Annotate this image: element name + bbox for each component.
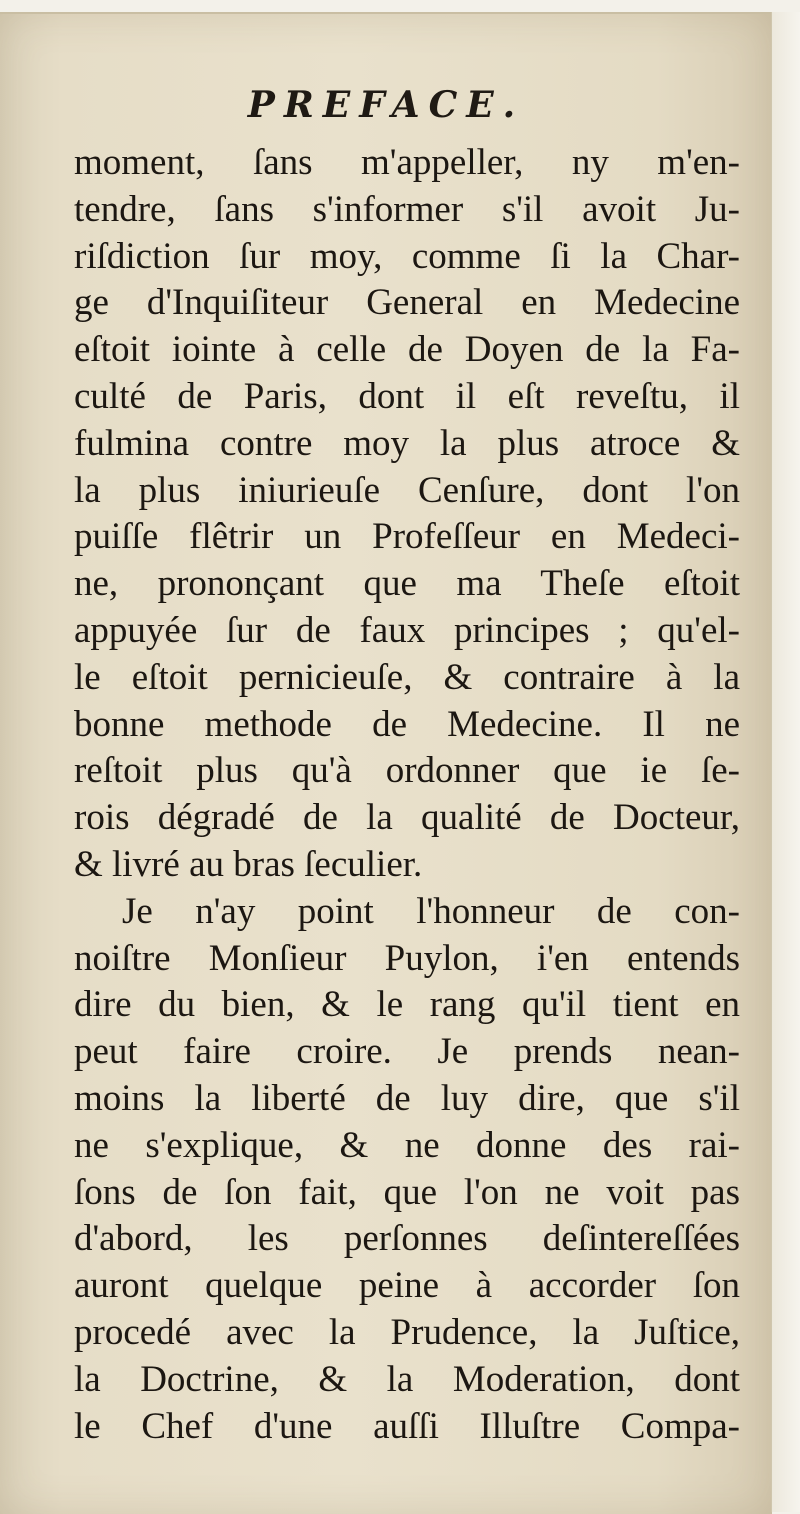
text-line: ne s'explique, & ne donne des rai- xyxy=(74,1124,740,1166)
text-line: la Doctrine, & la Moderation, dont xyxy=(74,1358,740,1400)
book-page xyxy=(0,12,772,1514)
text-line: puiſſe flêtrir un Profeſſeur en Medeci- xyxy=(74,516,740,558)
text-line: ge d'Inquiſiteur General en Medecine xyxy=(74,282,740,324)
text-line: procedé avec la Prudence, la Juſtice, xyxy=(74,1311,740,1353)
text-line: riſdiction ſur moy, comme ſi la Char- xyxy=(74,235,740,277)
running-head: PREFACE. xyxy=(247,84,525,126)
text-line: fulmina contre moy la plus atroce & xyxy=(74,422,740,464)
text-line: eſtoit iointe à celle de Doyen de la Fa- xyxy=(74,329,740,371)
paragraph-first-line: Je n'ay point l'honneur de con- xyxy=(122,890,740,932)
text-line: d'abord, les perſonnes deſintereſſées xyxy=(74,1218,740,1260)
text-line: peut faire croire. Je prends nean- xyxy=(74,1031,740,1073)
next-page-edge xyxy=(771,12,800,1512)
text-line: ne, prononçant que ma Theſe eſtoit xyxy=(74,563,740,605)
text-line: moins la liberté de luy dire, que s'il xyxy=(74,1077,740,1119)
text-line: reſtoit plus qu'à ordonner que ie ſe- xyxy=(74,750,740,792)
text-line: le eſtoit pernicieuſe, & contraire à la xyxy=(74,656,740,698)
text-line: dire du bien, & le rang qu'il tient en xyxy=(74,984,740,1026)
text-line: ſons de ſon fait, que l'on ne voit pas xyxy=(74,1171,740,1213)
text-line: moment, ſans m'appeller, ny m'en- xyxy=(74,142,740,183)
text-line: rois dégradé de la qualité de Docteur, xyxy=(74,797,740,839)
text-line: auront quelque peine à accorder ſon xyxy=(74,1265,740,1307)
text-line: culté de Paris, dont il eſt reveſtu, il xyxy=(74,375,740,417)
text-line: le Chef d'une auſſi Illuſtre Compa- xyxy=(74,1405,740,1447)
text-line: appuyée ſur de faux principes ; qu'el- xyxy=(74,609,740,651)
text-line: la plus iniurieuſe Cenſure, dont l'on xyxy=(74,469,740,511)
text-line: bonne methode de Medecine. Il ne xyxy=(74,703,740,745)
text-line: noiſtre Monſieur Puylon, i'en entends xyxy=(74,937,740,979)
text-line: & livré au bras ſeculier. xyxy=(74,843,423,885)
body-text xyxy=(74,140,740,1450)
text-line: tendre, ſans s'informer s'il avoit Ju- xyxy=(74,188,740,230)
